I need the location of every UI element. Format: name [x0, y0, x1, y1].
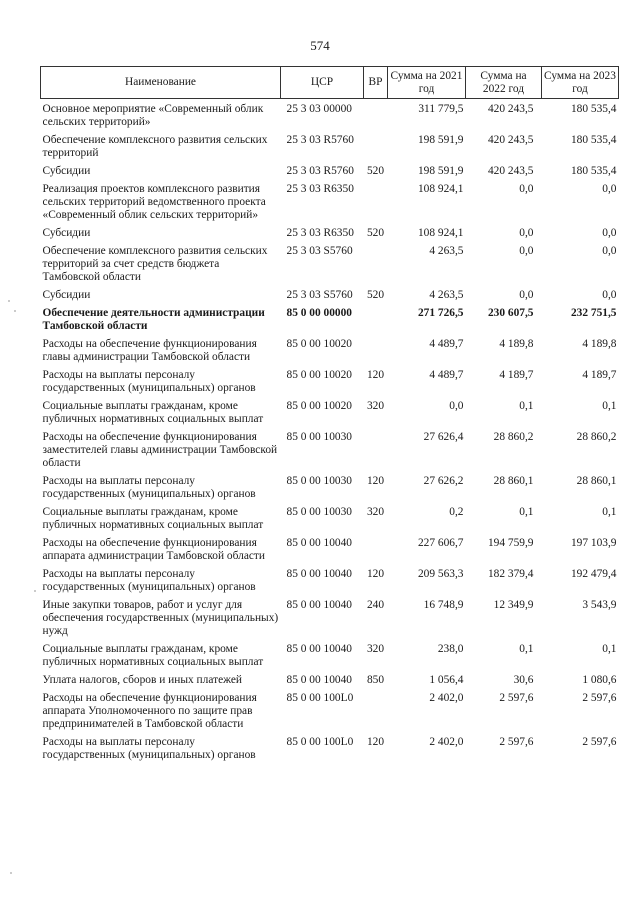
row-sum-2023: 1 080,6 [582, 674, 617, 686]
row-sum-2021: 198 591,9 [417, 165, 464, 177]
row-csr: 25 3 03 S5760 [286, 245, 353, 257]
row-vr: 320 [366, 506, 385, 518]
row-name: Расходы на выплаты персоналу государственных (муниципальных) органов [42, 369, 256, 394]
scan-speck [14, 310, 16, 312]
table-row [41, 568, 619, 599]
row-vr: 520 [366, 289, 385, 301]
row-sum-2022: 194 759,9 [487, 537, 534, 549]
table-body [41, 99, 619, 768]
row-name: Социальные выплаты гражданам, кроме публичных нормативных социальных выплат [42, 400, 264, 425]
row-csr: 25 3 03 R6350 [286, 183, 354, 195]
row-vr: 240 [366, 599, 385, 611]
row-sum-2023: 2 597,6 [582, 736, 617, 748]
table-row [41, 99, 619, 135]
header-name: Наименование [41, 67, 281, 99]
row-vr [364, 431, 388, 475]
row-csr: 85 0 00 10030 [286, 506, 352, 518]
table-row [41, 400, 619, 431]
row-sum-2023: 197 103,9 [570, 537, 617, 549]
row-csr: 25 3 03 S5760 [286, 289, 353, 301]
row-sum-2021: 209 563,3 [417, 568, 464, 580]
row-sum-2022: 420 243,5 [487, 103, 534, 115]
row-csr: 85 0 00 10020 [286, 338, 352, 350]
row-name: Обеспечение комплексного развития сельских территорий за счет средств бюджета Тамбовской области [42, 245, 268, 283]
header-sum-2021: Сумма на 2021 год [388, 67, 466, 99]
row-sum-2021: 27 626,4 [423, 431, 464, 443]
scan-speck [10, 872, 12, 874]
row-sum-2022: 28 860,1 [493, 475, 534, 487]
row-sum-2022: 0,0 [519, 245, 534, 257]
row-sum-2023: 4 189,7 [582, 369, 617, 381]
row-sum-2023: 0,0 [602, 183, 617, 195]
row-sum-2022: 0,0 [519, 183, 534, 195]
row-sum-2021: 238,0 [437, 643, 464, 655]
row-vr: 120 [366, 736, 385, 748]
row-sum-2023: 0,1 [602, 400, 617, 412]
table-row [41, 537, 619, 568]
row-sum-2022: 2 597,6 [499, 692, 534, 704]
row-sum-2022: 420 243,5 [487, 134, 534, 146]
row-sum-2023: 180 535,4 [570, 103, 617, 115]
row-csr: 85 0 00 100L0 [286, 692, 354, 704]
table-row [41, 431, 619, 475]
table-row [41, 506, 619, 537]
row-name: Расходы на обеспечение функционирования аппарата администрации Тамбовской области [42, 537, 265, 562]
row-sum-2023: 232 751,5 [570, 307, 617, 319]
scan-speck [8, 300, 10, 302]
row-name: Обеспечение деятельности администрации Тамбовской области [42, 307, 265, 332]
row-sum-2023: 0,0 [602, 289, 617, 301]
table-row [41, 692, 619, 736]
row-sum-2021: 271 726,5 [417, 307, 464, 319]
row-sum-2023: 2 597,6 [582, 692, 617, 704]
table-row [41, 338, 619, 369]
table-header [41, 67, 619, 99]
row-csr: 85 0 00 10040 [286, 537, 352, 549]
row-csr: 85 0 00 10040 [286, 599, 352, 611]
row-name: Расходы на выплаты персоналу государственных (муниципальных) органов [42, 568, 256, 593]
row-vr [364, 245, 388, 289]
row-name: Социальные выплаты гражданам, кроме публичных нормативных социальных выплат [42, 643, 264, 668]
row-vr [364, 537, 388, 568]
row-sum-2022: 0,1 [519, 506, 534, 518]
row-sum-2022: 2 597,6 [499, 736, 534, 748]
row-vr [364, 338, 388, 369]
row-name: Реализация проектов комплексного развития сельских территорий ведомственного проекта «Современный облик сельских территорий» [42, 183, 266, 221]
table-row [41, 134, 619, 165]
row-name: Расходы на выплаты персоналу государственных (муниципальных) органов [42, 736, 256, 761]
row-csr: 85 0 00 10020 [286, 369, 352, 381]
row-sum-2022: 0,1 [519, 400, 534, 412]
header-sum-2023: Сумма на 2023 год [542, 67, 619, 99]
row-sum-2021: 4 489,7 [429, 369, 464, 381]
row-name: Социальные выплаты гражданам, кроме публичных нормативных социальных выплат [42, 506, 264, 531]
row-sum-2021: 16 748,9 [423, 599, 464, 611]
row-sum-2022: 0,0 [519, 227, 534, 239]
row-csr: 85 0 00 10030 [286, 475, 352, 487]
row-sum-2022: 0,1 [519, 643, 534, 655]
row-csr: 85 0 00 100L0 [286, 736, 354, 748]
row-vr: 520 [366, 165, 385, 177]
row-vr [364, 99, 388, 135]
row-sum-2022: 182 379,4 [487, 568, 534, 580]
row-csr: 25 3 03 R5760 [286, 165, 354, 177]
row-sum-2021: 2 402,0 [429, 692, 464, 704]
row-csr: 25 3 03 R5760 [286, 134, 354, 146]
row-name: Субсидии [42, 289, 91, 301]
scan-speck [34, 590, 36, 592]
row-sum-2021: 198 591,9 [417, 134, 464, 146]
row-sum-2023: 192 479,4 [570, 568, 617, 580]
row-sum-2022: 4 189,8 [499, 338, 534, 350]
row-csr: 85 0 00 10020 [286, 400, 352, 412]
row-name: Иные закупки товаров, работ и услуг для обеспечения государственных (муниципальных) нужд [42, 599, 279, 637]
row-vr: 320 [366, 400, 385, 412]
row-sum-2023: 180 535,4 [570, 134, 617, 146]
row-sum-2023: 28 860,2 [576, 431, 617, 443]
row-sum-2023: 0,1 [602, 643, 617, 655]
row-sum-2021: 27 626,2 [423, 475, 464, 487]
row-sum-2022: 30,6 [513, 674, 534, 686]
row-sum-2022: 28 860,2 [493, 431, 534, 443]
row-vr [364, 134, 388, 165]
row-sum-2022: 0,0 [519, 289, 534, 301]
table-row [41, 227, 619, 245]
row-name: Субсидии [42, 227, 91, 239]
row-sum-2021: 4 263,5 [429, 289, 464, 301]
row-sum-2021: 4 489,7 [429, 338, 464, 350]
row-sum-2022: 12 349,9 [493, 599, 534, 611]
row-csr: 85 0 00 10030 [286, 431, 352, 443]
row-sum-2023: 28 860,1 [576, 475, 617, 487]
budget-table [40, 66, 619, 767]
table-row [41, 245, 619, 289]
row-sum-2021: 1 056,4 [429, 674, 464, 686]
row-sum-2023: 0,1 [602, 506, 617, 518]
table-row [41, 599, 619, 643]
table-row [41, 475, 619, 506]
row-vr: 520 [366, 227, 385, 239]
header-vr: ВР [364, 67, 388, 99]
row-name: Субсидии [42, 165, 91, 177]
row-sum-2021: 4 263,5 [429, 245, 464, 257]
row-sum-2021: 227 606,7 [417, 537, 464, 549]
page-number: 574 [310, 38, 330, 53]
row-vr: 850 [366, 674, 385, 686]
table-row [41, 736, 619, 767]
row-vr [364, 307, 388, 338]
header-csr: ЦСР [281, 67, 364, 99]
table-row [41, 165, 619, 183]
row-sum-2021: 0,0 [449, 400, 464, 412]
row-vr: 120 [366, 369, 385, 381]
row-csr: 85 0 00 10040 [286, 643, 352, 655]
row-name: Основное мероприятие «Современный облик сельских территорий» [42, 103, 264, 128]
row-name: Расходы на обеспечение функционирования заместителей главы администрации Тамбовской области [42, 431, 278, 469]
table-row [41, 289, 619, 307]
row-vr [364, 692, 388, 736]
row-name: Расходы на обеспечение функционирования аппарата Уполномоченного по защите прав предпринимателей в Тамбовской области [42, 692, 257, 730]
row-sum-2023: 0,0 [602, 227, 617, 239]
row-name: Уплата налогов, сборов и иных платежей [42, 674, 242, 686]
row-sum-2023: 3 543,9 [582, 599, 617, 611]
row-sum-2022: 4 189,7 [499, 369, 534, 381]
row-csr: 85 0 00 10040 [286, 674, 352, 686]
row-sum-2021: 0,2 [449, 506, 464, 518]
table-row [41, 183, 619, 227]
row-csr: 85 0 00 00000 [286, 307, 352, 319]
row-sum-2021: 108 924,1 [417, 183, 464, 195]
row-sum-2023: 0,0 [602, 245, 617, 257]
row-csr: 25 3 03 R6350 [286, 227, 354, 239]
row-sum-2021: 311 779,5 [418, 103, 464, 115]
row-vr: 120 [366, 568, 385, 580]
row-vr: 120 [366, 475, 385, 487]
row-sum-2022: 230 607,5 [487, 307, 534, 319]
row-csr: 85 0 00 10040 [286, 568, 352, 580]
row-sum-2023: 4 189,8 [582, 338, 617, 350]
table-row [41, 643, 619, 674]
row-sum-2023: 180 535,4 [570, 165, 617, 177]
row-name: Расходы на обеспечение функционирования главы администрации Тамбовской области [42, 338, 257, 363]
row-sum-2022: 420 243,5 [487, 165, 534, 177]
row-name: Обеспечение комплексного развития сельских территорий [42, 134, 268, 159]
row-name: Расходы на выплаты персоналу государственных (муниципальных) органов [42, 475, 256, 500]
row-sum-2021: 108 924,1 [417, 227, 464, 239]
table-row [41, 369, 619, 400]
row-csr: 25 3 03 00000 [286, 103, 352, 115]
table-row [41, 674, 619, 692]
header-sum-2022: Сумма на 2022 год [466, 67, 542, 99]
table-row [41, 307, 619, 338]
row-sum-2021: 2 402,0 [429, 736, 464, 748]
row-vr: 320 [366, 643, 385, 655]
row-vr [364, 183, 388, 227]
